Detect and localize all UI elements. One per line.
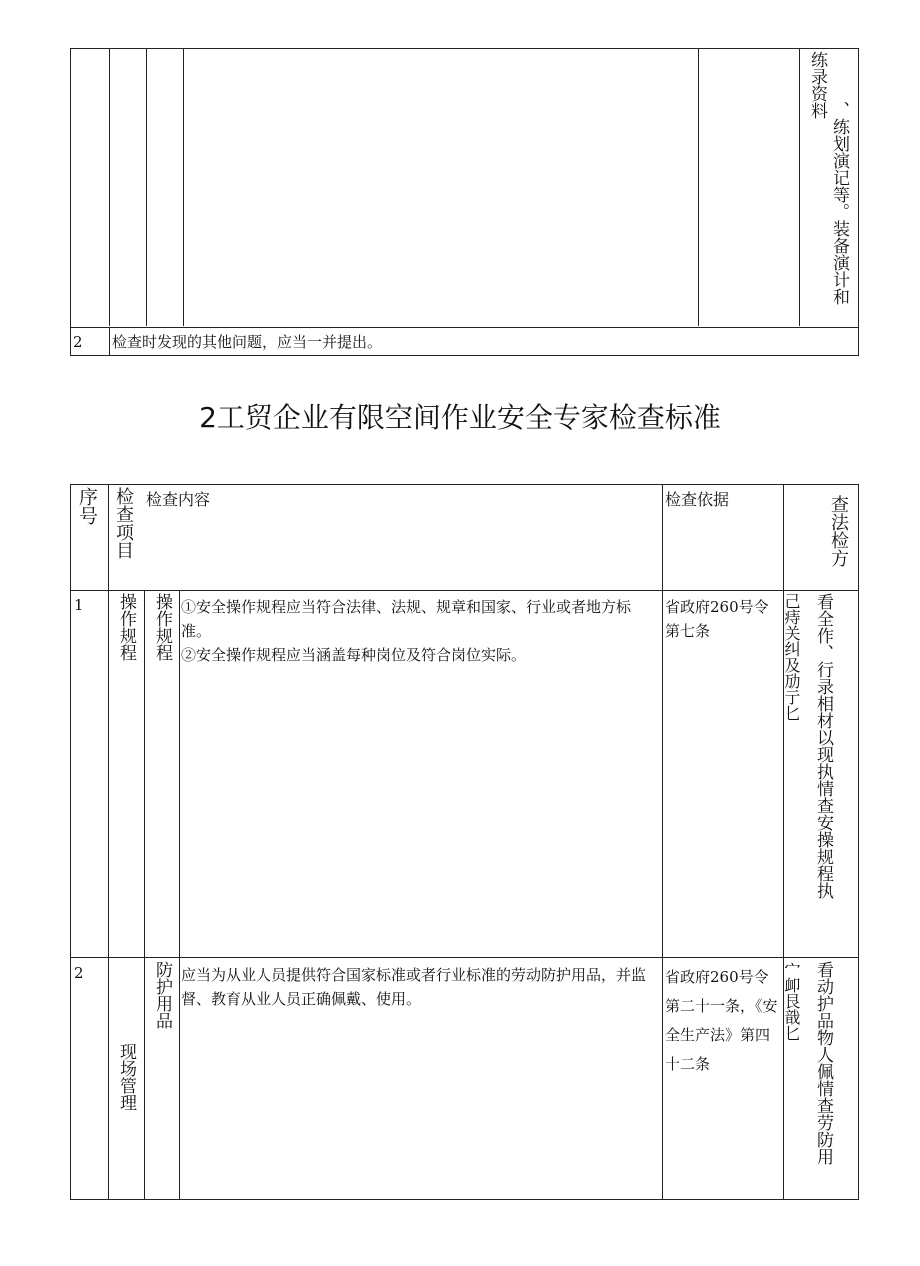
row-1-subitem: 操作规程	[152, 593, 172, 661]
main-table	[70, 484, 859, 1200]
row-2-note: 宀卹艮戠匕	[782, 961, 801, 1041]
row-1-content	[181, 595, 659, 667]
row-1-note: 己痔关纠及劢亍匕	[782, 593, 801, 721]
top-table	[70, 48, 859, 356]
header-item: 检查项目	[113, 487, 134, 559]
row-1-number: 1	[74, 596, 84, 614]
row-1-content-line: ②安全操作规程应当涵盖每种岗位及符合岗位实际。	[181, 646, 527, 664]
col-divider	[662, 485, 663, 1199]
row-1-method: 看全作、行录相材以现执情查安操规程执	[813, 593, 833, 899]
method-text-a: 练录资料	[807, 51, 827, 119]
row-1-basis: 省政府260号令第七条	[665, 598, 769, 640]
row-2-item: 现场管理	[116, 1043, 136, 1111]
row-2-content-line: 应当为从业人员提供符合国家标准或者行业标准的劳动防护用品，并监督、教育从业人员正确佩戴、使用。	[181, 966, 647, 1008]
col-divider	[179, 590, 180, 1199]
header-method: 查法检方	[828, 495, 849, 567]
row-1-item: 操作规程	[116, 593, 136, 661]
section-title: 2工贸企业有限空间作业安全专家检查标准	[199, 401, 721, 434]
row-2-basis: 省政府260号令第二十一条，《安全生产法》第四十二条	[665, 968, 778, 1073]
col-divider	[108, 485, 109, 1199]
row-2-content	[181, 963, 659, 1011]
col-divider	[109, 49, 110, 326]
col-divider	[799, 49, 800, 326]
row-1-content-line: ①安全操作规程应当符合法律、法规、规章和国家、行业或者地方标准。	[181, 598, 632, 640]
header-content: 检查内容	[146, 490, 211, 509]
header-basis: 检查依据	[665, 490, 730, 509]
row-2-number: 2	[74, 964, 84, 982]
col-divider	[698, 49, 699, 326]
col-divider	[144, 590, 145, 1199]
col-divider	[183, 49, 184, 326]
header-no: 序号	[76, 487, 98, 525]
method-text-b: 、练划演记等。装备演计和	[829, 101, 849, 305]
col-divider	[109, 327, 110, 355]
row-divider	[71, 957, 858, 958]
row-2-subitem: 防护用品	[152, 961, 172, 1029]
other-issues-text: 检查时发现的其他问题，应当一并提出。	[112, 333, 383, 351]
col-divider	[146, 49, 147, 326]
row-2-method: 看动护品物人佩情查劳防用	[813, 961, 833, 1165]
row-number: 2	[73, 333, 83, 351]
row-divider	[71, 327, 858, 328]
row-divider	[71, 590, 858, 591]
